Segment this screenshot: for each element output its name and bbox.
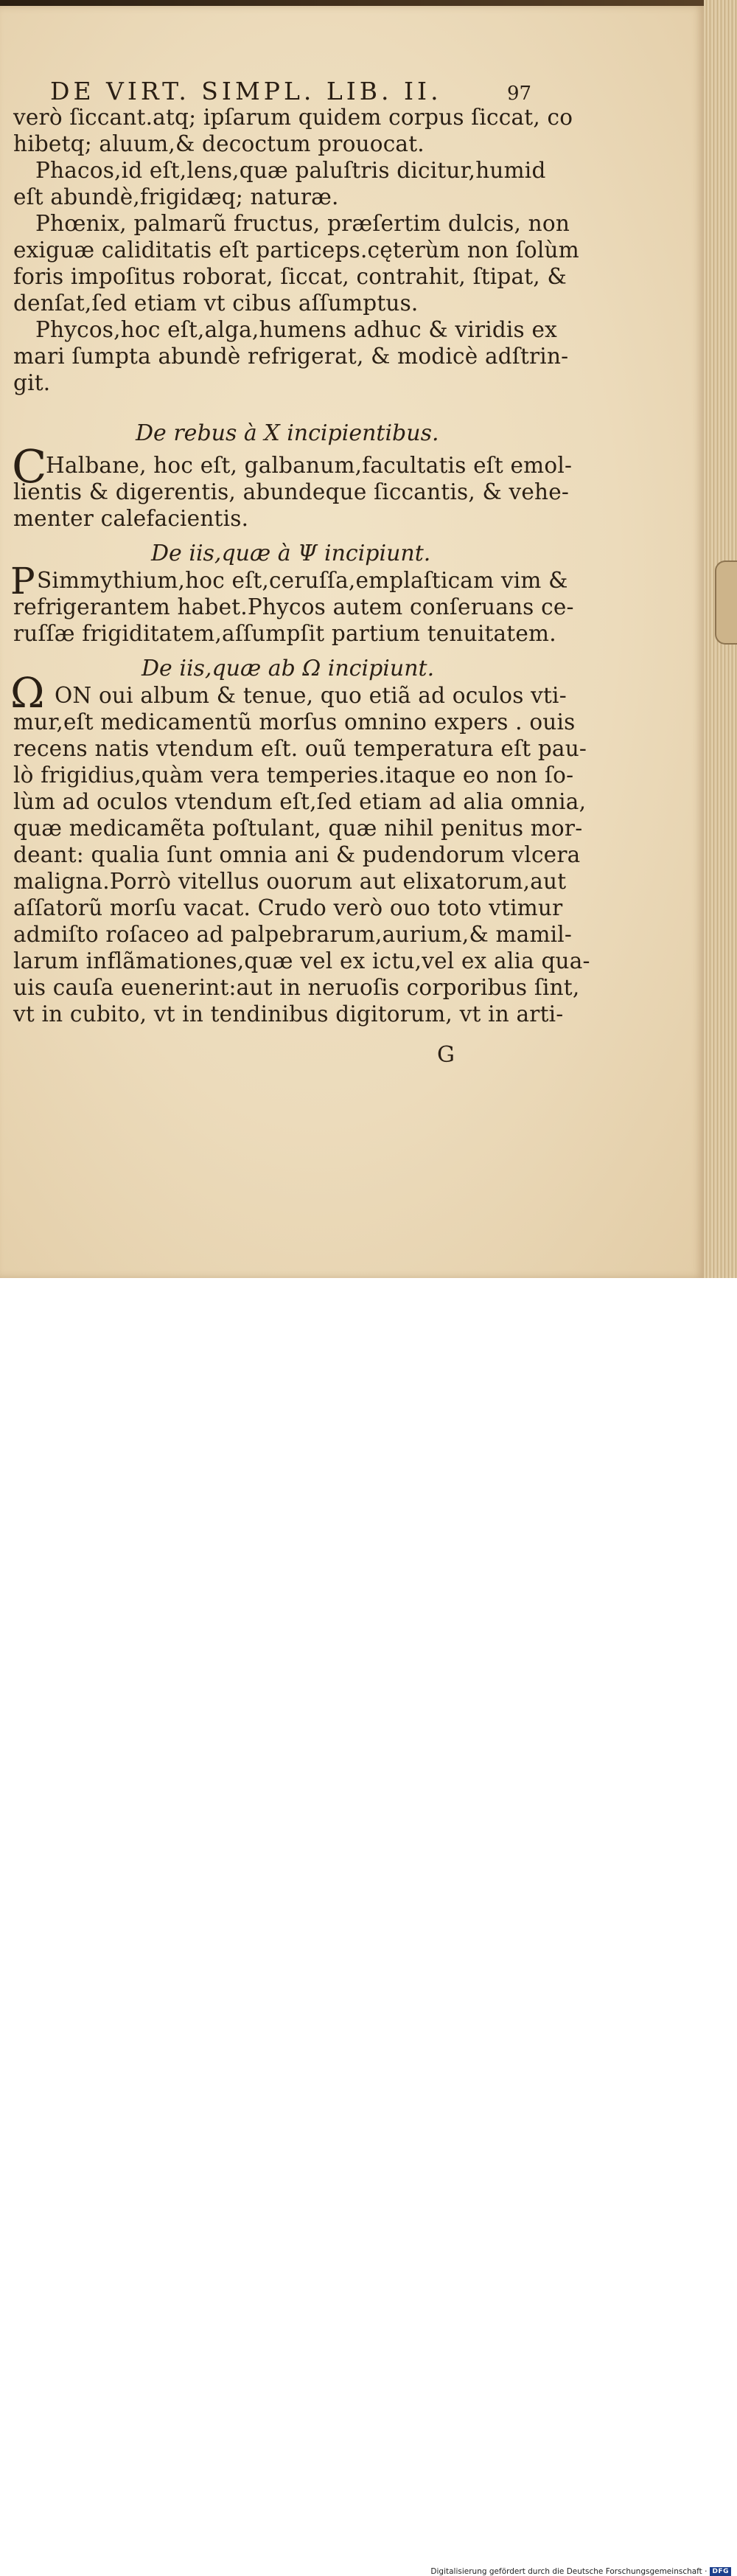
text-line: verò ſiccant.atq; ipſarum quidem corpus ſiccat, co xyxy=(13,105,573,130)
section-heading-psi: De iis,quæ à Ψ incipiunt. xyxy=(151,541,431,566)
text-line: ON oui album & tenue, quo etiã ad oculos vti- xyxy=(55,683,567,708)
text-line: lùm ad oculos vtendum eſt,ſed etiam ad alia omnia, xyxy=(13,789,587,814)
text-line: admiſto roſaceo ad palpebrarum,aurium,& mamil- xyxy=(13,922,573,947)
text-line: larum inflãmationes,quæ vel ex ictu,vel ex alia qua- xyxy=(13,948,590,973)
text-line: denſat,ſed etiam vt cibus aſſumptus. xyxy=(13,291,419,316)
text-line: foris impoſitus roborat, ſiccat, contrahit, ſtipat, & xyxy=(13,264,567,289)
text-line: lò frigidius,quàm vera temperies.itaque eo non ſo- xyxy=(13,763,574,788)
dropcap-c: C xyxy=(12,440,47,493)
text-line: vt in cubito, vt in tendinibus digitorum, vt in arti- xyxy=(13,1001,564,1027)
text-line: Simmythium,hoc eſt,ceruſſa,emplaſticam vim & xyxy=(37,568,568,593)
text-line: mur,eſt medicamentũ morſus omnino expers . ouis xyxy=(13,709,576,735)
text-line: uis cauſa euenerint:aut in neruoſis corporibus ſint, xyxy=(13,975,580,1000)
text-line: Halbane, hoc eſt, galbanum,facultatis eſt emol- xyxy=(46,453,573,478)
text-line: menter calefacientis. xyxy=(13,506,249,531)
dropcap-p: P xyxy=(10,560,35,603)
page-number: 97 xyxy=(507,83,532,105)
book-page xyxy=(0,6,704,1278)
text-line: hibetq; aluum,& decoctum prouocat. xyxy=(13,131,425,156)
section-heading-omega: De iis,quæ ab Ω incipiunt. xyxy=(142,656,435,681)
text-line: Phœnix, palmarũ fructus, præſertim dulcis, non xyxy=(35,211,570,236)
dfg-logo: DFG xyxy=(710,2567,731,2576)
book-clasp xyxy=(715,560,737,645)
section-heading-chi: De rebus à Χ incipientibus. xyxy=(136,420,439,446)
text-line: Phycos,hoc eſt,alga,humens adhuc & viridis ex xyxy=(35,317,557,342)
text-line: quæ medicamẽta poſtulant, quæ nihil penitus mor- xyxy=(13,816,583,841)
text-line: Phacos,id eſt,lens,quæ paluſtris dicitur,humid xyxy=(35,158,546,183)
text-line: exiguæ caliditatis eſt particeps.cęterùm non ſolùm xyxy=(13,237,579,263)
text-line: maligna.Porrò vitellus ouorum aut elixatorum,aut xyxy=(13,869,567,894)
text-line: ruſſæ frigiditatem,aſſumpſit partium tenuitatem. xyxy=(13,621,556,646)
text-line: refrigerantem habet.Phycos autem conſeruans ce- xyxy=(13,594,574,619)
text-line: recens natis vtendum eſt. ouũ temperatura eſt pau- xyxy=(13,736,587,761)
text-line: lientis & digerentis, abundeque ſiccantis, & vehe- xyxy=(13,479,570,504)
dropcap-omega: Ω xyxy=(10,670,45,718)
text-line: deant: qualia ſunt omnia ani & pudendorum vlcera xyxy=(13,842,581,867)
running-head: DE VIRT. SIMPL. LIB. II. xyxy=(50,77,442,105)
credit-text: Digitalisierung gefördert durch die Deutsche Forschungsgemeinschaft · xyxy=(430,2567,708,2576)
signature-mark: G xyxy=(437,1042,455,1068)
footer-strip xyxy=(0,1278,737,2576)
text-line: mari ſumpta abundè refrigerat, & modicè adſtrin- xyxy=(13,344,569,369)
text-line: eſt abundè,frigidæq; naturæ. xyxy=(13,184,339,209)
text-line: git. xyxy=(13,370,51,395)
digitization-credit xyxy=(430,2567,731,2576)
text-line: aſſatorũ morſu vacat. Crudo verò ouo toto vtimur xyxy=(13,895,563,920)
